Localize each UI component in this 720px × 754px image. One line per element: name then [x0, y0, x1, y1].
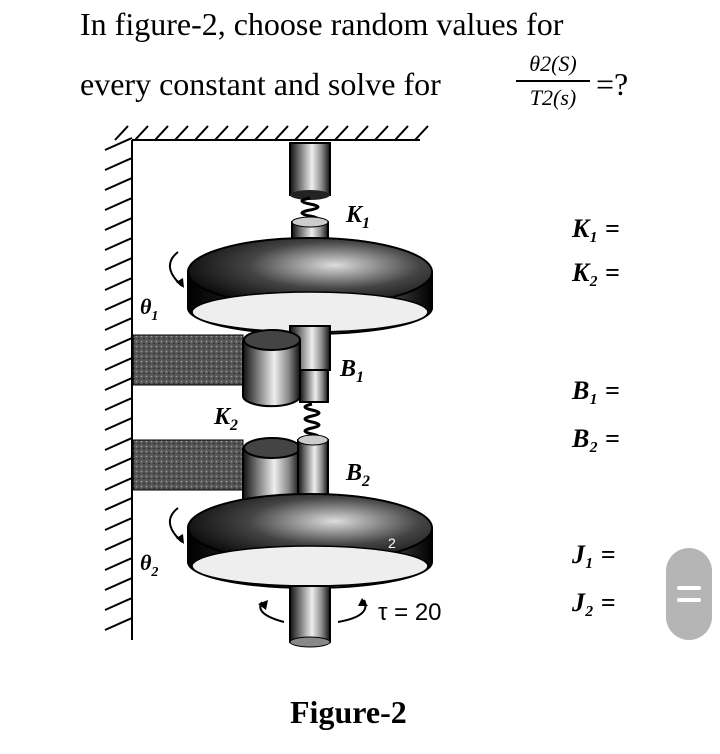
- label-theta1: $\theta_1$: [140, 294, 159, 324]
- disk-mark: 2: [388, 535, 396, 551]
- ceiling: [115, 126, 428, 140]
- question-line-1: In figure-2, choose random values for: [80, 6, 564, 42]
- label-torque: τ = 20: [378, 599, 442, 626]
- bottom-shaft: [290, 586, 330, 642]
- disk-j1: [188, 238, 432, 334]
- left-wall: [105, 138, 132, 640]
- figure-caption: Figure-2: [290, 694, 407, 730]
- constant-k1: K₁ =: [572, 214, 620, 243]
- question-line-2: every constant and solve for: [80, 66, 441, 102]
- label-k1: $K_1$: [346, 202, 371, 232]
- constant-j1: J₁ =: [572, 540, 616, 569]
- drag-handle-icon[interactable]: [666, 548, 712, 640]
- label-b2: $B_2$: [346, 460, 371, 490]
- equals-question: =?: [596, 66, 629, 102]
- constant-j2: J₂ =: [572, 588, 616, 617]
- label-b1: $B_1$: [340, 356, 365, 386]
- top-shaft: [290, 143, 330, 195]
- damper-b1-fluid: [133, 335, 243, 385]
- label-theta2: $\theta_2$: [140, 550, 159, 580]
- constant-b2: B₂ =: [572, 424, 620, 453]
- damper-b2-fluid: [133, 440, 243, 490]
- constant-k2: K₂ =: [572, 258, 620, 287]
- label-k2: $K_2$: [214, 404, 239, 434]
- fraction-numerator: θ2(S): [529, 51, 577, 76]
- constant-b1: B₁ =: [572, 376, 620, 405]
- fraction-denominator: T2(s): [529, 85, 577, 110]
